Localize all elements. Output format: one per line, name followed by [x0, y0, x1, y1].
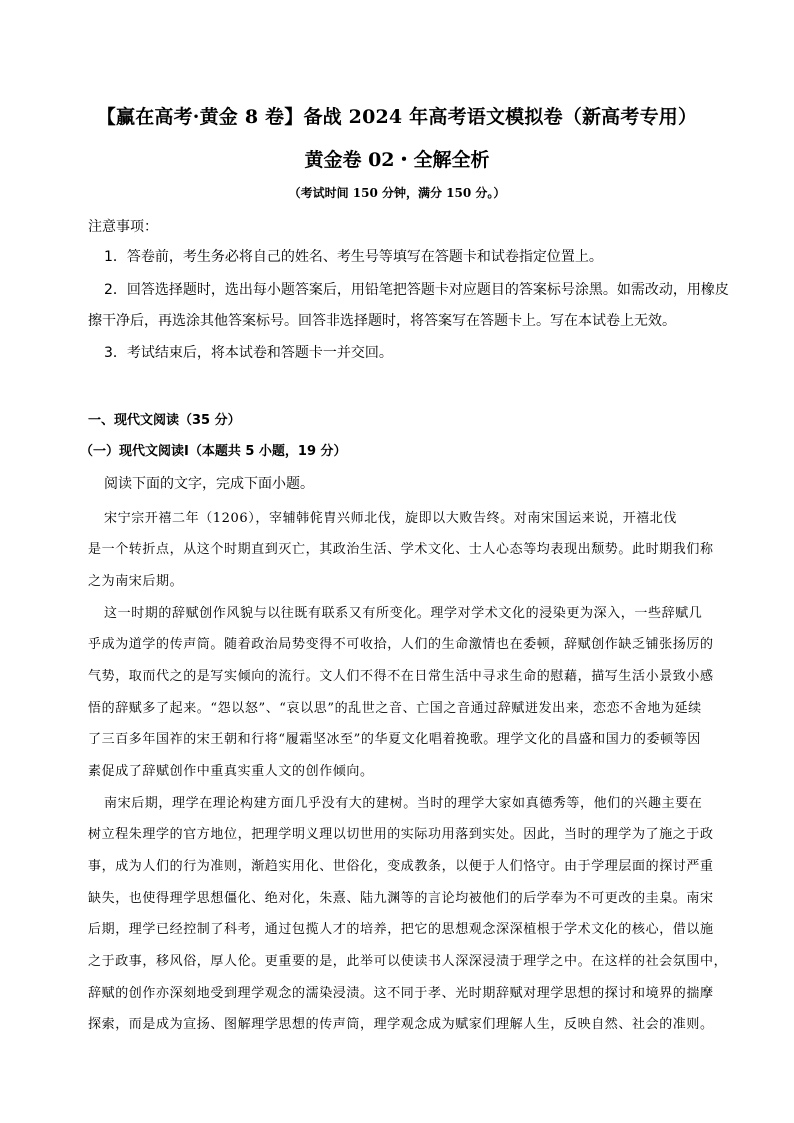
passage-line: 之为南宋后期。 [88, 574, 184, 589]
notice-item-3: 3．考试结束后，将本试卷和答题卡一并交回。 [104, 345, 393, 361]
passage-line: 缺失，也使得理学思想僵化、绝对化，朱熹、陆九渊等的言论均被他们的后学奉为不可更改的圭臬。南宋 [88, 891, 714, 906]
notice-item-2-line-1: 2．回答选择题时，选出每小题答案后，用铅笔把答题卡对应题目的答案标号涂黑。如需改动，用橡皮 [104, 282, 729, 298]
subsection-heading: （一）现代文阅读Ⅰ（本题共 5 小题，19 分） [80, 444, 347, 459]
passage-line: 这一时期的辞赋创作风貌与以往既有联系又有所变化。理学对学术文化的浸染更为深入，一些辞赋几 [104, 606, 703, 621]
notice-item-1: 1．答卷前，考生务必将自己的姓名、考生号等填写在答题卡和试卷指定位置上。 [104, 249, 603, 265]
passage-line: 树立程朱理学的官方地位，把理学明义理以切世用的实际功用落到实处。因此，当时的理学为了施之于政 [88, 827, 714, 842]
section-heading: 一、现代文阅读（35 分） [88, 413, 241, 428]
passage-line: 探索，而是成为宣扬、图解理学思想的传声筒，理学观念成为赋家们理解人生，反映自然、社会的准则。 [88, 1017, 714, 1032]
document-title: 【赢在高考·黄金 8 卷】备战 2024 年高考语文模拟卷（新高考专用） [96, 106, 698, 128]
passage-line: 悟的辞赋多了起来。“怨以怒”、“哀以思”的乱世之音、亡国之音通过辞赋迸发出来，恋恋不舍地为延续 [88, 701, 702, 716]
passage-line: 乎成为道学的传声筒。随着政治局势变得不可收拾，人们的生命激情也在委顿，辞赋创作缺乏铺张扬厉的 [88, 637, 714, 652]
notice-heading: 注意事项： [88, 219, 158, 235]
passage-line: 事，成为人们的行为准则，渐趋实用化、世俗化，变成教条，以便于人们恪守。由于学理层面的探讨严重 [88, 859, 714, 874]
passage-line: 是一个转折点，从这个时期直到灭亡，其政治生活、学术文化、士人心态等均表现出颓势。此时期我们称 [88, 542, 714, 557]
document-subtitle: 黄金卷 02・全解全析 [304, 149, 490, 171]
exam-time-note: （考试时间 150 分钟，满分 150 分。） [288, 186, 506, 200]
passage-line: 南宋后期，理学在理论构建方面几乎没有大的建树。当时的理学大家如真德秀等，他们的兴趣主要在 [104, 796, 703, 811]
passage-line: 了三百多年国祚的宋王朝和行将“履霜坚冰至”的华夏文化唱着挽歌。理学文化的昌盛和国力的委顿等因 [88, 732, 701, 747]
passage-line: 素促成了辞赋创作中重真实重人文的创作倾向。 [88, 764, 374, 779]
passage-line: 宋宁宗开禧二年（1206），宰辅韩侂胄兴师北伐，旋即以大败告终。对南宋国运来说，开禧北伐 [104, 511, 677, 526]
passage-line: 后期，理学已经控制了科考，通过包揽人才的培养，把它的思想观念深深植根于学术文化的核心，借以施 [88, 922, 714, 937]
reading-instruction: 阅读下面的文字，完成下面小题。 [104, 476, 314, 492]
notice-item-2-line-2: 擦干净后，再选涂其他答案标号。回答非选择题时，将答案写在答题卡上。写在本试卷上无效。 [88, 313, 676, 329]
passage-line: 之于政事，移风俗，厚人伦。更重要的是，此举可以使读书人深深浸渍于理学之中。在这样的社会氛围中， [88, 954, 728, 969]
passage-line: 辞赋的创作亦深刻地受到理学观念的濡染浸渍。这不同于孝、光时期辞赋对理学思想的探讨和境界的揣摩 [88, 986, 714, 1001]
passage-line: 气势，取而代之的是写实倾向的流行。文人们不得不在日常生活中寻求生命的慰藉，描写生活小景致小感 [88, 669, 714, 684]
